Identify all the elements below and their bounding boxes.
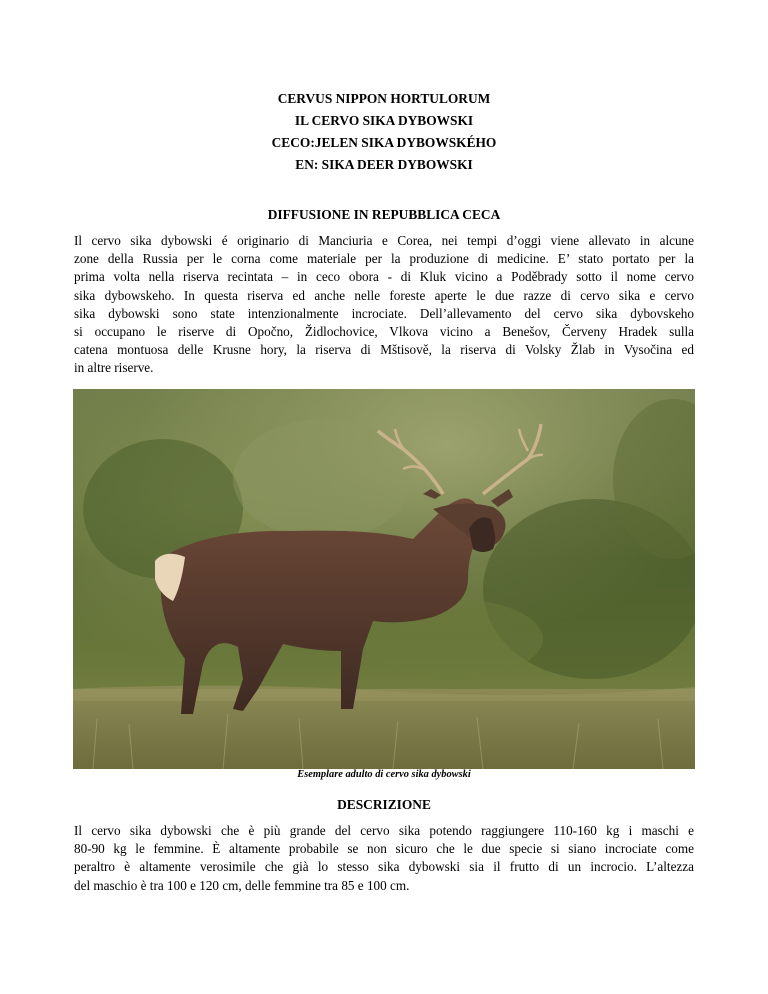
paragraph-line: sika dybowskeho. In questa riserva ed anche nelle foreste aperte le due razze di cervo sika e cervo xyxy=(74,287,694,303)
english-name: EN: SIKA DEER DYBOWSKI xyxy=(295,157,473,172)
paragraph-line: zone della Russia per le corna come materiale per la produzione di medicine. E’ stato portato per la xyxy=(74,251,694,267)
description-paragraph xyxy=(74,822,694,895)
paragraph-line: catena montuosa delle Krusne hory, la riserva di Mštisově, la riserva di Volsky Žlab in Vysočina ed xyxy=(74,342,694,358)
description-heading: DESCRIZIONE xyxy=(337,797,431,812)
deer-photo xyxy=(73,389,695,769)
paragraph-line: si occupano le riserve di Opočno, Židlochovice, Vlkova vicino a Benešov, Červeny Hradek sulla xyxy=(74,324,694,340)
paragraph-line: del maschio è tra 100 e 120 cm, delle femmine tra 85 e 100 cm. xyxy=(74,877,410,893)
title-block xyxy=(0,88,768,176)
paragraph-line: Il cervo sika dybowski é originario di Manciuria e Corea, nei tempi d’oggi viene allevato in alcune xyxy=(74,233,694,248)
photo-caption: Esemplare adulto di cervo sika dybowski xyxy=(297,769,471,780)
paragraph-line: peraltro è altamente verosimile che già lo stesso sika dybowski sia il frutto di un incrocio. L’altezza xyxy=(74,859,694,875)
paragraph-line: sika dybowski sono state intenzionalmente incrociate. Dell’allevamento del cervo sika dybovskeho xyxy=(74,305,694,321)
czech-name: CECO:JELEN SIKA DYBOWSKÉHO xyxy=(271,135,497,150)
scientific-name: CERVUS NIPPON HORTULORUM xyxy=(277,91,491,106)
diffusion-heading: DIFFUSIONE IN REPUBBLICA CECA xyxy=(267,207,501,222)
paragraph-line: prima volta nella riserva recintata – in ceco obora - di Kluk vicino a Poděbrady sotto il nome cervo xyxy=(74,269,694,285)
paragraph-line: 80-90 kg le femmine. È altamente probabile se non sicuro che le due specie si siano incrociate come xyxy=(74,841,694,857)
paragraph-line: Il cervo sika dybowski che è più grande del cervo sika potendo raggiungere 110-160 kg i maschi e xyxy=(74,823,694,838)
paragraph-line: in altre riserve. xyxy=(74,360,154,376)
diffusion-paragraph xyxy=(74,232,694,378)
italian-name: IL CERVO SIKA DYBOWSKI xyxy=(294,113,474,128)
